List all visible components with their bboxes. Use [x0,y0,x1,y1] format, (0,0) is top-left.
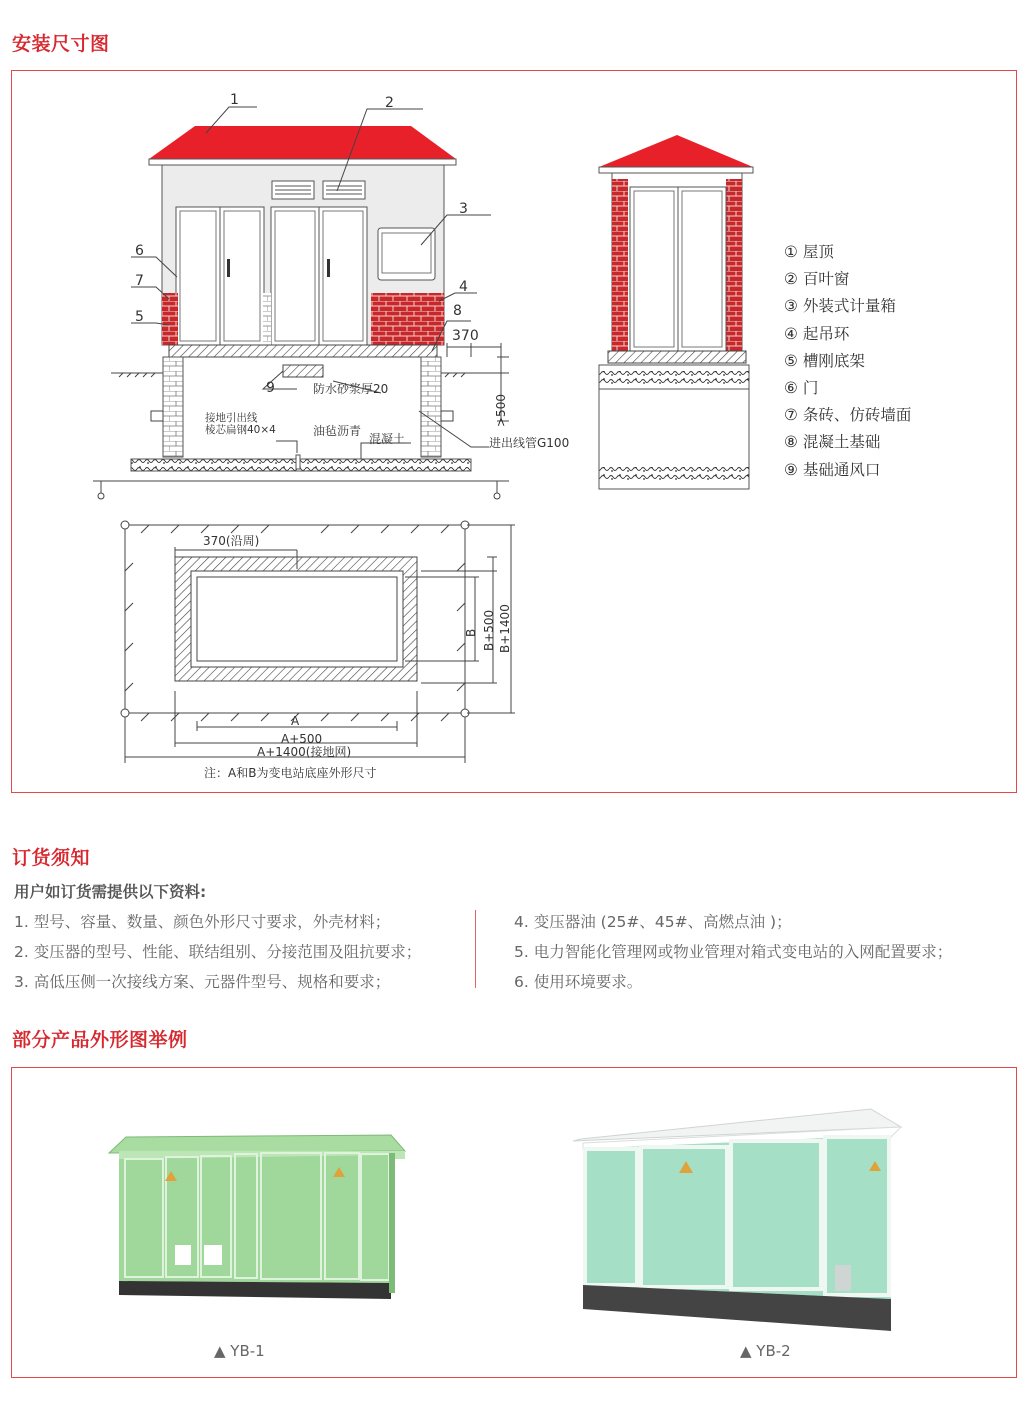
side-elevation [599,135,753,489]
dim-gt500: >500 [494,394,508,427]
diagram-legend [784,239,984,484]
order-divider [475,910,476,988]
examples-frame [11,1067,1017,1378]
order-item: 1. 型号、容量、数量、颜色外形尺寸要求，外壳材料； [14,913,391,931]
plan-view [121,521,515,763]
legend-item: ⑨ 基础通风口 [784,460,881,479]
product-images [12,1068,1016,1377]
order-item: 5. 电力智能化管理网或物业管理对箱式变电站的入网配置要求； [514,943,953,961]
legend-item: ④ 起吊环 [784,324,850,343]
order-item: 6. 使用环境要求。 [514,973,643,991]
order-item: 2. 变压器的型号、性能、联结组别、分接范围及阻抗要求； [14,943,422,961]
label-ground-lead-2: 棱芯扁钢40×4 [205,424,276,436]
legend-item: ① 屋顶 [784,243,834,261]
product-yb1-image [109,1135,405,1299]
legend-item: ② 百叶窗 [784,270,850,289]
plan-dim-b500: B+500 [482,609,496,651]
order-item: 4. 变压器油 (25#、45#、高燃点油 )； [514,913,792,931]
product-yb2-image [573,1109,901,1331]
callout-2: 2 [385,95,394,111]
vent-opening [283,365,323,377]
legend-item: ⑦ 条砖、仿砖墙面 [784,406,912,425]
legend-item: ③ 外装式计量箱 [784,297,896,316]
product-yb1-caption: ▲ YB-1 [214,1342,265,1360]
order-item: 3. 高低压侧一次接线方案、元器件型号、规格和要求； [14,973,391,991]
callout-8: 8 [453,303,462,319]
callout-9: 9 [266,380,275,396]
legend-item: ⑧ 混凝土基础 [784,433,881,452]
label-asphalt: 油毡沥青 [313,424,362,438]
plan-dim-a500: A+500 [281,732,323,746]
order-section-title: 订货须知 [12,847,91,869]
order-list-left [14,907,421,997]
front-doors [176,207,367,345]
callout-3: 3 [459,201,468,217]
legend-item: ⑤ 槽刚底架 [784,351,865,370]
legend-item: ⑥ 门 [784,378,819,397]
order-subtitle: 用户如订货需提供以下资料: [14,883,207,901]
dim-370: 370 [452,328,479,344]
label-concrete: 混凝土 [369,432,406,446]
callout-7: 7 [135,273,144,289]
plan-dim-b1400: B+1400 [498,604,512,653]
callout-6: 6 [135,243,144,259]
install-section-title: 安装尺寸图 [12,33,110,55]
meter-box [378,228,435,280]
plan-dim-around: 370(沿周) [203,534,260,548]
callout-5: 5 [135,309,144,325]
plan-dim-b: B [464,628,478,637]
plan-note: 注：A和B为变电站底座外形尺寸 [204,766,377,780]
brick-right [371,293,444,345]
product-yb2-caption: ▲ YB-2 [740,1342,791,1360]
front-elevation [93,107,509,499]
roof-front [149,126,456,159]
order-list-right [514,907,952,997]
brick-left [162,293,178,345]
callout-1: 1 [230,92,239,108]
plan-dim-a: A [291,714,300,728]
label-ground-lead-1: 接地引出线 [205,412,258,424]
plan-dim-a1400: A+1400(接地网) [257,745,352,759]
label-conduit: 进出线管G100 [489,436,570,450]
examples-section-title: 部分产品外形图举例 [12,1029,188,1051]
callout-4: 4 [459,279,468,295]
base-frame [169,345,437,357]
label-waterproof: 防水砂浆厚20 [313,382,389,396]
